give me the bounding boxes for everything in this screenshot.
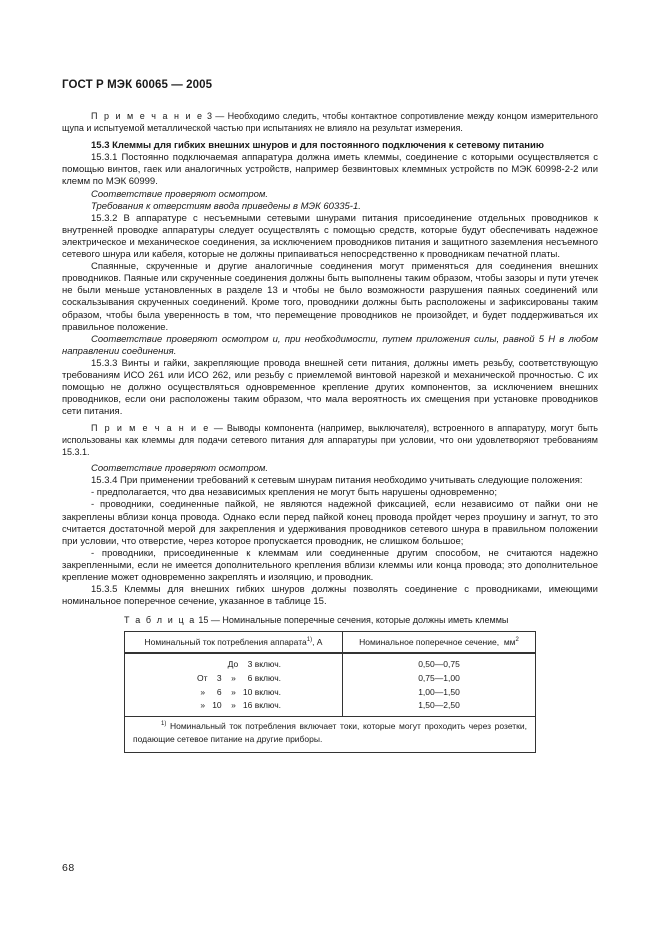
list-item: - предполагается, что два независимых крепления не могут быть нарушены одновременно; bbox=[91, 487, 497, 499]
table-row bbox=[125, 653, 536, 672]
paragraph-15-3-5: 15.3.5 Клеммы для внешних гибких шнуров должны позволять соединение с проводниками, имеющими номинальное поперечное сечение, указанное в таблице 15. bbox=[62, 584, 598, 608]
paragraph-15-3-4: 15.3.4 При применении требований к сетевым шнурам питания необходимо учитывать следующие положения: bbox=[91, 475, 583, 487]
compliance-check: Соответствие проверяют осмотром. bbox=[91, 463, 269, 475]
table-caption-text: 15 — Номинальные поперечные сечения, которые должны иметь клеммы bbox=[195, 615, 509, 626]
paragraph-15-3-3: 15.3.3 Винты и гайки, закрепляющие провода внешней сети питания, должны иметь резьбу, соответствующую требованиям ИСО 261 или ИСО 262, или резьбу с приемлемой винтовой нарезкой и механической прочностью. С их помощью не должно осуществляться одновременное крепление других компонентов, за исключением внешних проводников, если они расположены таким образом, что мала вероятность их смещения при установке проводников сети питания. bbox=[62, 357, 598, 418]
paragraph-15-3-2: 15.3.2 В аппаратуре с несъемными сетевыми шнурами питания присоединение отдельных проводников к внутренней проводке аппаратуры следует осуществлять с помощью средств, которые будут обеспечивать надежное электрическое и механическое соединения, за исключением проводников питания и защитного заземления несъемного сетевого шнура или кабеля, которые не должны припаиваться непосредственно к проводникам печатной платы. bbox=[62, 212, 598, 261]
table-cell-range: До 3 включ. bbox=[227, 659, 281, 670]
table-cell-section: 1,50—2,50 bbox=[343, 699, 536, 716]
table-footnote: $^{1)}$ Номинальный ток потребления включает токи, которые могут проходить через розетки, подающие сетевое питание на другие приборы. bbox=[125, 716, 536, 752]
cross-section-table bbox=[124, 631, 536, 752]
note-3 bbox=[62, 111, 598, 134]
table-cell-range: От 3 » 6 включ. bbox=[196, 672, 281, 683]
column-header-section: Номинальное поперечное сечение, $мм^2$ bbox=[343, 632, 536, 654]
list-item: - проводники, присоединенные к клеммам или соединенные другим способом, не считаются надежно закрепленными, если не имеется дополнительного крепления вблизи клеммы или конца провода; это дополнительное крепление может одновременно закреплять и изоляцию, и проводник. bbox=[62, 547, 598, 583]
note-text: 3 — Необходимо следить, чтобы контактное сопротивление между концом измерительного щупа и испытуемой металлической частью при испытаниях не влияло на результат измерения. bbox=[62, 111, 598, 133]
table-cell-section: 0,75—1,00 bbox=[343, 672, 536, 686]
note-text: — Выводы компонента (например, выключателя), встроенного в аппаратуру, могут быть использованы как клеммы для подачи сетевого питания для аппаратуры при условии, что они удовлетворяют требованиям 15.3.1. bbox=[62, 423, 599, 457]
table-row bbox=[125, 686, 536, 700]
section-title: 15.3 Клеммы для гибких внешних шнуров и для постоянного подключения к сетевому питанию bbox=[91, 140, 544, 152]
table-cell-range: » 6 » 10 включ. bbox=[200, 686, 281, 697]
paragraph-15-3-1: 15.3.1 Постоянно подключаемая аппаратура должна иметь клеммы, соединение с которыми осуществляется с помощью винтов, гаек или аналогичных устройств, например безвинтовых клеммных устройств по МЭК 60998-2-2 или клемм по МЭК 60999. bbox=[62, 152, 598, 188]
table-cell-range: » 10 » 16 включ. bbox=[200, 700, 281, 711]
table-row bbox=[125, 672, 536, 686]
table-footnote-row bbox=[125, 716, 536, 752]
table-header-row bbox=[125, 632, 536, 654]
note-label: П р и м е ч а н и е bbox=[91, 111, 204, 121]
table-cell-section: 0,50—0,75 bbox=[343, 653, 536, 672]
table-cell-section: 1,00—1,50 bbox=[343, 686, 536, 700]
compliance-check: Соответствие проверяют осмотром. bbox=[91, 188, 269, 200]
reference-note: Требования к отверстиям ввода приведены в МЭК 60335-1. bbox=[91, 200, 361, 212]
table-caption-label: Т а б л и ц а bbox=[124, 615, 196, 626]
list-item: - проводники, соединенные пайкой, не являются надежной фиксацией, если независимо от пайки они не закреплены вблизи конца провода. Однако если перед пайкой конец провода пройдет через проушину и загнут, то это считается достаточной мерой для закрепления и удерживания проводников сетевого шнура в правильном положении при условии, что отверстие, через которое пропускается проводник, не слишком большое; bbox=[62, 499, 598, 547]
table-row bbox=[125, 699, 536, 716]
document-body bbox=[62, 111, 598, 753]
column-header-current: Номинальный ток потребления аппарата$^{1)}$, А bbox=[125, 632, 343, 654]
paragraph-connections: Спаянные, скрученные и другие аналогичные соединения могут применяться для соединения внешних проводников. Паяные или скрученные соединения должны быть выполнены таким образом, чтобы зазоры и пути утечек не были меньше установленных в разделе 13 и чтобы не было возможности разрушения паяных соединений или соскальзывания скрученных соединений. Кроме того, проводники должны быть расположены и зафиксированы таким образом, чтобы была уверенность в том, что перемещение проводников не произойдет, и будет поддерживаться их правильное положение. bbox=[62, 261, 598, 333]
note-terminals bbox=[62, 423, 598, 458]
page-number: 68 bbox=[62, 862, 75, 874]
document-header: ГОСТ Р МЭК 60065 — 2005 bbox=[62, 79, 213, 91]
compliance-check: Соответствие проверяют осмотром и, при необходимости, путем приложения силы, равной 5 Н в любом направлении соединения. bbox=[62, 333, 598, 357]
note-label: П р и м е ч а н и е bbox=[91, 423, 210, 434]
table-caption bbox=[62, 614, 598, 626]
